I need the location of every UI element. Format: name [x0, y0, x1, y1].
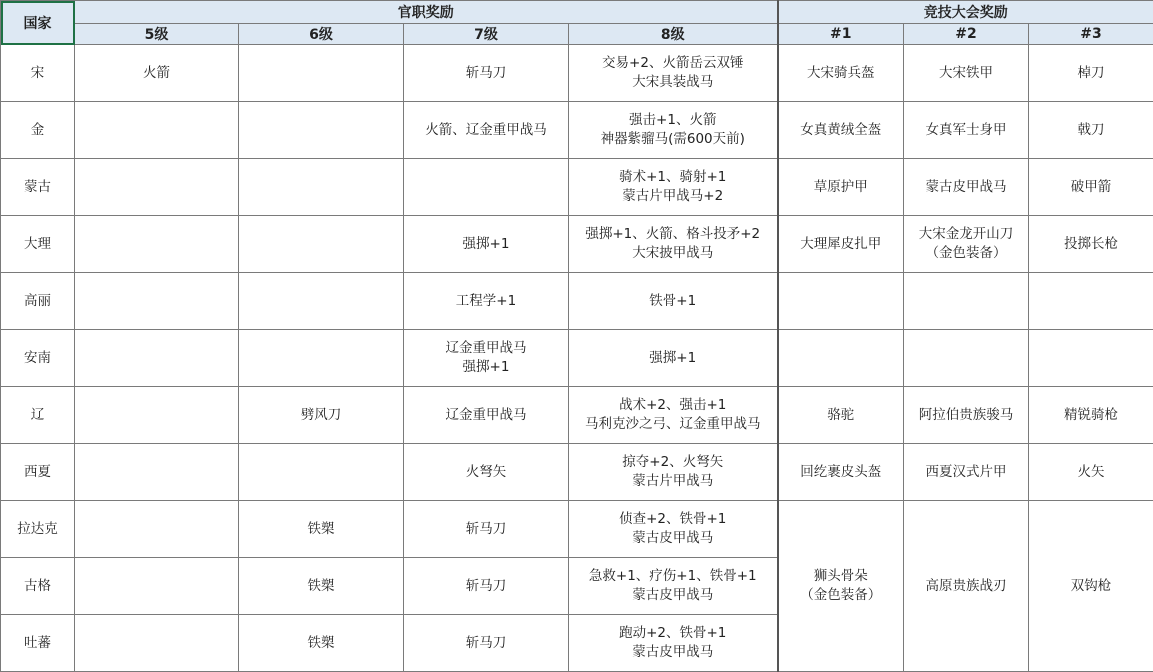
country-cell[interactable]: 西夏: [1, 444, 75, 501]
level-5-cell[interactable]: [75, 615, 239, 672]
header-rank-2[interactable]: #2: [904, 24, 1029, 45]
rank-3-cell[interactable]: 戟刀: [1029, 102, 1153, 159]
level-5-cell[interactable]: [75, 216, 239, 273]
rank-3-cell[interactable]: 投掷长枪: [1029, 216, 1153, 273]
header-official-rewards[interactable]: 官职奖励: [75, 1, 778, 24]
rank-2-cell[interactable]: 西夏汉式片甲: [904, 444, 1029, 501]
rank-1-cell[interactable]: 大理犀皮扎甲: [778, 216, 904, 273]
rank-1-cell[interactable]: 草原护甲: [778, 159, 904, 216]
table-row: [1, 273, 1153, 330]
header-rank-1[interactable]: #1: [778, 24, 904, 45]
level-6-cell[interactable]: [239, 216, 404, 273]
rank-2-cell[interactable]: 女真军士身甲: [904, 102, 1029, 159]
level-8-cell[interactable]: 强击+1、火箭 神器紫骝马(需600天前): [569, 102, 778, 159]
level-8-cell[interactable]: 强掷+1: [569, 330, 778, 387]
country-cell[interactable]: 辽: [1, 387, 75, 444]
level-7-cell[interactable]: 辽金重甲战马 强掷+1: [404, 330, 569, 387]
rank-2-cell[interactable]: 大宋金龙开山刀 （金色装备）: [904, 216, 1029, 273]
country-cell[interactable]: 拉达克: [1, 501, 75, 558]
level-8-cell[interactable]: 战术+2、强击+1 马利克沙之弓、辽金重甲战马: [569, 387, 778, 444]
header-level-6[interactable]: 6级: [239, 24, 404, 45]
level-6-cell[interactable]: [239, 159, 404, 216]
level-5-cell[interactable]: [75, 102, 239, 159]
table-row: [1, 102, 1153, 159]
level-8-cell[interactable]: 骑术+1、骑射+1 蒙古片甲战马+2: [569, 159, 778, 216]
level-8-cell[interactable]: 铁骨+1: [569, 273, 778, 330]
level-7-cell[interactable]: 火弩矢: [404, 444, 569, 501]
level-5-cell[interactable]: [75, 387, 239, 444]
level-8-cell[interactable]: 跑动+2、铁骨+1 蒙古皮甲战马: [569, 615, 778, 672]
rank-3-cell[interactable]: 火矢: [1029, 444, 1153, 501]
table-row: [1, 444, 1153, 501]
rank-1-merged-cell[interactable]: 狮头骨朵 （金色装备）: [778, 501, 904, 672]
rank-1-cell[interactable]: 骆驼: [778, 387, 904, 444]
rank-1-cell[interactable]: 回纥裹皮头盔: [778, 444, 904, 501]
level-8-cell[interactable]: 交易+2、火箭岳云双锤 大宋具装战马: [569, 45, 778, 102]
country-cell[interactable]: 吐蕃: [1, 615, 75, 672]
rank-3-cell[interactable]: [1029, 330, 1153, 387]
rank-1-cell[interactable]: 大宋骑兵盔: [778, 45, 904, 102]
header-contest-rewards[interactable]: 竞技大会奖励: [778, 1, 1153, 24]
level-5-cell[interactable]: [75, 330, 239, 387]
level-6-cell[interactable]: [239, 273, 404, 330]
table-row: [1, 45, 1153, 102]
country-cell[interactable]: 金: [1, 102, 75, 159]
level-7-cell[interactable]: 斩马刀: [404, 45, 569, 102]
rank-2-cell[interactable]: 蒙古皮甲战马: [904, 159, 1029, 216]
country-cell[interactable]: 古格: [1, 558, 75, 615]
level-6-cell[interactable]: [239, 102, 404, 159]
level-5-cell[interactable]: [75, 501, 239, 558]
level-5-cell[interactable]: [75, 159, 239, 216]
rank-1-cell[interactable]: [778, 273, 904, 330]
header-level-5[interactable]: 5级: [75, 24, 239, 45]
table-row: [1, 387, 1153, 444]
table-row: [1, 501, 1153, 558]
level-5-cell[interactable]: [75, 273, 239, 330]
level-6-cell[interactable]: [239, 45, 404, 102]
level-7-cell[interactable]: 斩马刀: [404, 558, 569, 615]
level-6-cell[interactable]: [239, 444, 404, 501]
rank-1-cell[interactable]: [778, 330, 904, 387]
rank-1-cell[interactable]: 女真黄绒全盔: [778, 102, 904, 159]
level-7-cell[interactable]: [404, 159, 569, 216]
level-7-cell[interactable]: 工程学+1: [404, 273, 569, 330]
level-5-cell[interactable]: 火箭: [75, 45, 239, 102]
level-6-cell[interactable]: 劈风刀: [239, 387, 404, 444]
table-row: [1, 216, 1153, 273]
level-8-cell[interactable]: 掠夺+2、火弩矢 蒙古片甲战马: [569, 444, 778, 501]
country-cell[interactable]: 安南: [1, 330, 75, 387]
level-7-cell[interactable]: 辽金重甲战马: [404, 387, 569, 444]
country-cell[interactable]: 高丽: [1, 273, 75, 330]
level-6-cell[interactable]: 铁槊: [239, 615, 404, 672]
level-7-cell[interactable]: 斩马刀: [404, 615, 569, 672]
rank-2-cell[interactable]: 阿拉伯贵族骏马: [904, 387, 1029, 444]
rank-3-cell[interactable]: [1029, 273, 1153, 330]
header-level-7[interactable]: 7级: [404, 24, 569, 45]
rank-2-cell[interactable]: [904, 273, 1029, 330]
rank-2-cell[interactable]: 大宋铁甲: [904, 45, 1029, 102]
level-6-cell[interactable]: 铁槊: [239, 501, 404, 558]
header-country[interactable]: 国家: [1, 1, 75, 45]
level-8-cell[interactable]: 侦查+2、铁骨+1 蒙古皮甲战马: [569, 501, 778, 558]
header-level-8[interactable]: 8级: [569, 24, 778, 45]
level-5-cell[interactable]: [75, 558, 239, 615]
level-5-cell[interactable]: [75, 444, 239, 501]
country-cell[interactable]: 宋: [1, 45, 75, 102]
rank-3-cell[interactable]: 精锐骑枪: [1029, 387, 1153, 444]
header-rank-3[interactable]: #3: [1029, 24, 1153, 45]
rank-2-merged-cell[interactable]: 高原贵族战刃: [904, 501, 1029, 672]
table-row: [1, 159, 1153, 216]
country-cell[interactable]: 大理: [1, 216, 75, 273]
level-8-cell[interactable]: 强掷+1、火箭、格斗投矛+2 大宋披甲战马: [569, 216, 778, 273]
table-row: [1, 330, 1153, 387]
level-6-cell[interactable]: [239, 330, 404, 387]
rank-3-merged-cell[interactable]: 双钩枪: [1029, 501, 1153, 672]
level-7-cell[interactable]: 强掷+1: [404, 216, 569, 273]
rank-3-cell[interactable]: 棹刀: [1029, 45, 1153, 102]
rank-3-cell[interactable]: 破甲箭: [1029, 159, 1153, 216]
level-6-cell[interactable]: 铁槊: [239, 558, 404, 615]
level-7-cell[interactable]: 斩马刀: [404, 501, 569, 558]
level-8-cell[interactable]: 急救+1、疗伤+1、铁骨+1 蒙古皮甲战马: [569, 558, 778, 615]
level-7-cell[interactable]: 火箭、辽金重甲战马: [404, 102, 569, 159]
rank-2-cell[interactable]: [904, 330, 1029, 387]
country-cell[interactable]: 蒙古: [1, 159, 75, 216]
